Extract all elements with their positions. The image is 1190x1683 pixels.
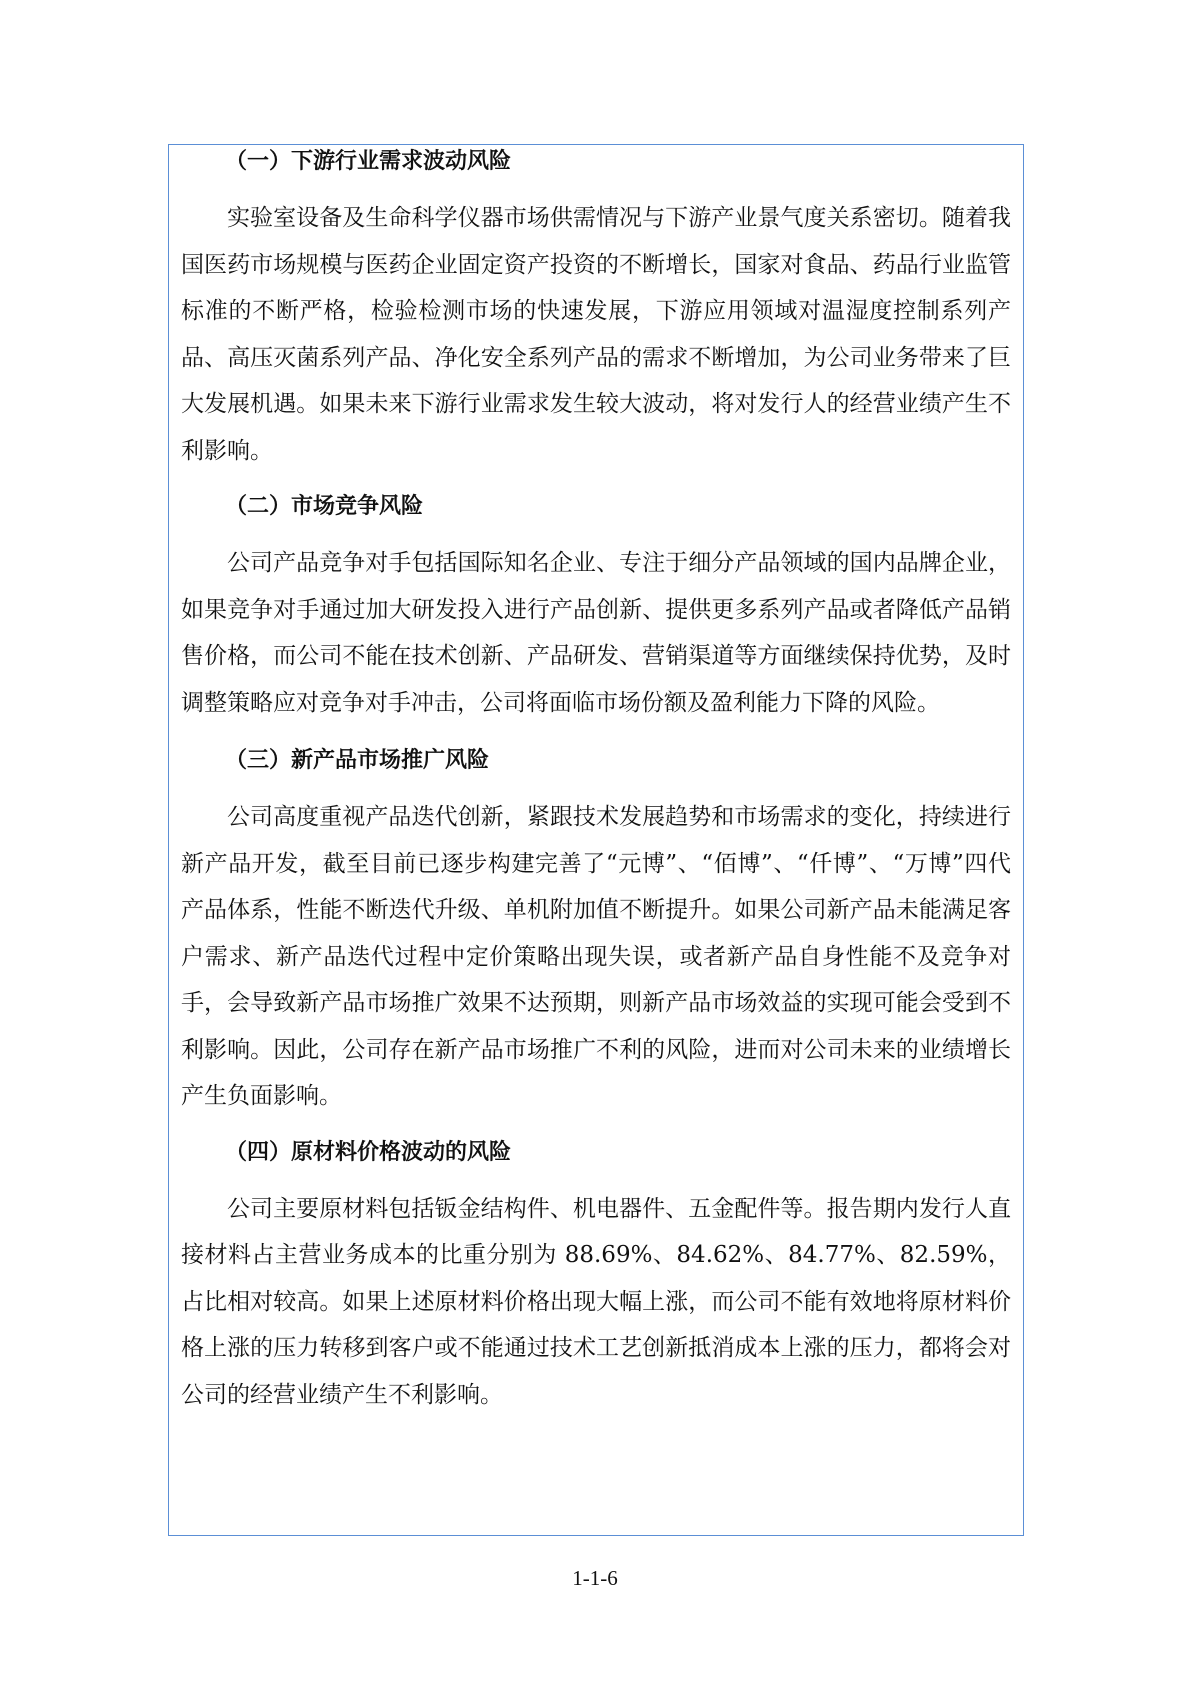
section-paragraph-2: 公司产品竞争对手包括国际知名企业、专注于细分产品领域的国内品牌企业，如果竞争对手通过加大研发投入进行产品创新、提供更多系列产品或者降低产品销售价格，而公司不能在技术创新、产品研发、营销渠道等方面继续保持优势，及时调整策略应对竞争对手冲击，公司将面临市场份额及盈利能力下降的风险。 xyxy=(181,550,1011,716)
section-paragraph-4: 公司主要原材料包括钣金结构件、机电器件、五金配件等。报告期内发行人直接材料占主营业务成本的比重分别为 88.69%、84.62%、84.77%、82.59%，占比相对较高。如果上述原材料价格出现大幅上涨，而公司不能有效地将原材料价格上涨的压力转移到客户或不能通过技术工艺创新抵消成本上涨的压力，都将会对公司的经营业绩产生不利影响。 xyxy=(181,1195,1011,1408)
content-body xyxy=(181,145,1011,1418)
section-paragraph-1: 实验室设备及生命科学仪器市场供需情况与下游产业景气度关系密切。随着我国医药市场规模与医药企业固定资产投资的不断增长，国家对食品、药品行业监管标准的不断严格，检验检测市场的快速发展，下游应用领域对温湿度控制系列产品、高压灭菌系列产品、净化安全系列产品的需求不断增加，为公司业务带来了巨大发展机遇。如果未来下游行业需求发生较大波动，将对发行人的经营业绩产生不利影响。 xyxy=(181,205,1011,464)
section-heading-4: （四）原材料价格波动的风险 xyxy=(225,1139,512,1165)
section-heading-2: （二）市场竞争风险 xyxy=(225,494,424,519)
page-number: 1-1-6 xyxy=(572,1566,618,1590)
section-heading-1: （一）下游行业需求波动风险 xyxy=(225,149,512,174)
section-heading-3: （三）新产品市场推广风险 xyxy=(225,748,490,773)
section-paragraph-3: 公司高度重视产品迭代创新，紧跟技术发展趋势和市场需求的变化，持续进行新产品开发，截至目前已逐步构建完善了“元博”、“佰博”、“仟博”、“万博”四代产品体系，性能不断迭代升级、单机附加值不断提升。如果公司新产品未能满足客户需求、新产品迭代过程中定价策略出现失误，或者新产品自身性能不及竞争对手，会导致新产品市场推广效果不达预期，则新产品市场效益的实现可能会受到不利影响。因此，公司存在新产品市场推广不利的风险，进而对公司未来的业绩增长产生负面影响。 xyxy=(181,804,1011,1109)
content-frame xyxy=(168,144,1024,1536)
